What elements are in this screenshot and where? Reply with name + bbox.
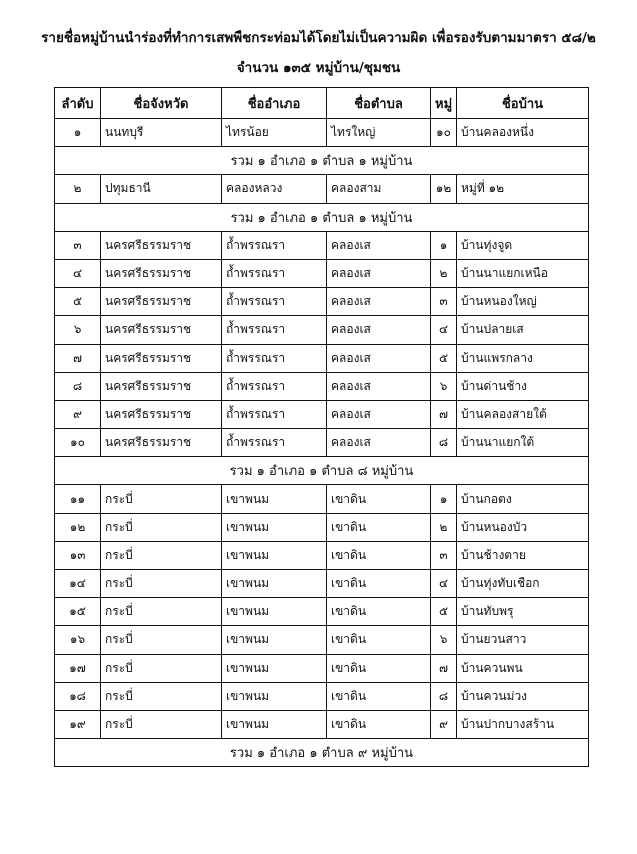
cell-village: หมู่ที่ ๑๒ (457, 175, 589, 203)
cell-subdistrict: คลองเส (327, 288, 431, 316)
table-row (55, 400, 589, 428)
cell-order: ๑๔ (55, 570, 101, 598)
cell-district: เขาพนม (222, 570, 327, 598)
summary-row (55, 147, 589, 175)
cell-province: นครศรีธรรมราช (101, 400, 222, 428)
cell-village: บ้านกอตง (457, 485, 589, 513)
cell-district: เขาพนม (222, 626, 327, 654)
cell-district: ถ้ำพรรณรา (222, 231, 327, 259)
cell-order: ๖ (55, 316, 101, 344)
header-subdistrict: ชื่อตำบล (327, 88, 431, 119)
cell-village: บ้านทุ่งจูด (457, 231, 589, 259)
cell-order: ๑๖ (55, 626, 101, 654)
cell-moo: ๔ (431, 316, 457, 344)
cell-district: ถ้ำพรรณรา (222, 344, 327, 372)
summary-row (55, 739, 589, 767)
summary-text: รวม ๑ อำเภอ ๑ ตำบล ๘ หมู่บ้าน (55, 457, 589, 485)
cell-province: กระบี่ (101, 682, 222, 710)
table-row (55, 344, 589, 372)
cell-district: เขาพนม (222, 541, 327, 569)
table-row (55, 598, 589, 626)
summary-row (55, 203, 589, 231)
cell-moo: ๓ (431, 288, 457, 316)
table-row (55, 259, 589, 287)
cell-order: ๕ (55, 288, 101, 316)
cell-village: บ้านนาแยกใต้ (457, 429, 589, 457)
cell-moo: ๙ (431, 710, 457, 738)
cell-moo: ๖ (431, 626, 457, 654)
cell-district: เขาพนม (222, 654, 327, 682)
cell-subdistrict: เขาดิน (327, 598, 431, 626)
cell-order: ๗ (55, 344, 101, 372)
cell-village: บ้านนาแยกเหนือ (457, 259, 589, 287)
cell-subdistrict: คลองเส (327, 344, 431, 372)
cell-subdistrict: เขาดิน (327, 710, 431, 738)
header-district: ชื่ออำเภอ (222, 88, 327, 119)
cell-subdistrict: เขาดิน (327, 541, 431, 569)
cell-province: กระบี่ (101, 541, 222, 569)
cell-subdistrict: คลองเส (327, 429, 431, 457)
cell-district: ถ้ำพรรณรา (222, 400, 327, 428)
cell-order: ๘ (55, 372, 101, 400)
cell-village: บ้านหนองใหญ่ (457, 288, 589, 316)
cell-village: บ้านแพรกลาง (457, 344, 589, 372)
cell-moo: ๕ (431, 344, 457, 372)
cell-district: เขาพนม (222, 710, 327, 738)
document-title: รายชื่อหมู่บ้านนำร่องที่ทำการเสพพืชกระท่อมได้โดยไม่เป็นความผิด เพื่อรองรับตามมาตรา ๕๘/๒ (41, 30, 596, 46)
cell-moo: ๓ (431, 541, 457, 569)
table-row (55, 570, 589, 598)
village-table (54, 87, 589, 767)
cell-district: ถ้ำพรรณรา (222, 372, 327, 400)
cell-subdistrict: เขาดิน (327, 570, 431, 598)
table-row (55, 541, 589, 569)
cell-subdistrict: คลองเส (327, 259, 431, 287)
cell-moo: ๗ (431, 654, 457, 682)
summary-text: รวม ๑ อำเภอ ๑ ตำบล ๑ หมู่บ้าน (55, 203, 589, 231)
cell-moo: ๗ (431, 400, 457, 428)
table-row (55, 288, 589, 316)
cell-order: ๑๒ (55, 513, 101, 541)
table-row (55, 316, 589, 344)
cell-village: บ้านปลายเส (457, 316, 589, 344)
table-row (55, 710, 589, 738)
cell-district: เขาพนม (222, 513, 327, 541)
cell-province: นครศรีธรรมราช (101, 344, 222, 372)
table-row (55, 682, 589, 710)
header-moo: หมู่ (431, 88, 457, 119)
cell-village: บ้านควนม่วง (457, 682, 589, 710)
cell-village: บ้านหนองบัว (457, 513, 589, 541)
cell-province: นครศรีธรรมราช (101, 372, 222, 400)
cell-subdistrict: ไทรใหญ่ (327, 119, 431, 147)
cell-order: ๓ (55, 231, 101, 259)
cell-moo: ๑๐ (431, 119, 457, 147)
cell-moo: ๒ (431, 513, 457, 541)
cell-district: เขาพนม (222, 598, 327, 626)
table-header-row (55, 88, 589, 119)
cell-moo: ๕ (431, 598, 457, 626)
cell-village: บ้านทุ่งทับเชือก (457, 570, 589, 598)
cell-order: ๒ (55, 175, 101, 203)
cell-moo: ๔ (431, 570, 457, 598)
cell-subdistrict: คลองเส (327, 316, 431, 344)
cell-order: ๑ (55, 119, 101, 147)
summary-text: รวม ๑ อำเภอ ๑ ตำบล ๑ หมู่บ้าน (55, 147, 589, 175)
cell-district: ไทรน้อย (222, 119, 327, 147)
table-row (55, 485, 589, 513)
cell-moo: ๘ (431, 682, 457, 710)
cell-district: ถ้ำพรรณรา (222, 288, 327, 316)
cell-subdistrict: คลองเส (327, 231, 431, 259)
cell-province: นครศรีธรรมราช (101, 259, 222, 287)
cell-province: กระบี่ (101, 570, 222, 598)
cell-subdistrict: เขาดิน (327, 626, 431, 654)
cell-subdistrict: คลองเส (327, 372, 431, 400)
table-row (55, 654, 589, 682)
cell-district: ถ้ำพรรณรา (222, 316, 327, 344)
cell-district: ถ้ำพรรณรา (222, 259, 327, 287)
cell-village: บ้านคลองหนึ่ง (457, 119, 589, 147)
cell-village: บ้านควนพน (457, 654, 589, 682)
cell-province: นครศรีธรรมราช (101, 231, 222, 259)
cell-moo: ๑ (431, 485, 457, 513)
cell-province: นนทบุรี (101, 119, 222, 147)
cell-village: บ้านด่านช้าง (457, 372, 589, 400)
cell-order: ๑๙ (55, 710, 101, 738)
cell-district: เขาพนม (222, 485, 327, 513)
table-row (55, 372, 589, 400)
table-row (55, 119, 589, 147)
cell-village: บ้านช้างตาย (457, 541, 589, 569)
cell-subdistrict: เขาดิน (327, 654, 431, 682)
cell-village: บ้านปากบางสร้าน (457, 710, 589, 738)
summary-text: รวม ๑ อำเภอ ๑ ตำบล ๙ หมู่บ้าน (55, 739, 589, 767)
cell-moo: ๒ (431, 259, 457, 287)
cell-order: ๔ (55, 259, 101, 287)
cell-province: ปทุมธานี (101, 175, 222, 203)
cell-subdistrict: เขาดิน (327, 513, 431, 541)
cell-province: กระบี่ (101, 626, 222, 654)
table-row (55, 175, 589, 203)
cell-subdistrict: คลองเส (327, 400, 431, 428)
cell-village: บ้านทับพรุ (457, 598, 589, 626)
cell-district: คลองหลวง (222, 175, 327, 203)
cell-subdistrict: เขาดิน (327, 485, 431, 513)
cell-moo: ๑ (431, 231, 457, 259)
table-row (55, 626, 589, 654)
cell-village: บ้านคลองสายใต้ (457, 400, 589, 428)
header-order: ลำดับ (55, 88, 101, 119)
cell-order: ๑๐ (55, 429, 101, 457)
cell-province: กระบี่ (101, 710, 222, 738)
table-row (55, 513, 589, 541)
cell-moo: ๘ (431, 429, 457, 457)
table-body (55, 119, 589, 767)
cell-moo: ๑๒ (431, 175, 457, 203)
header-village: ชื่อบ้าน (457, 88, 589, 119)
cell-province: นครศรีธรรมราช (101, 316, 222, 344)
table-row (55, 429, 589, 457)
cell-province: นครศรีธรรมราช (101, 288, 222, 316)
summary-row (55, 457, 589, 485)
cell-province: กระบี่ (101, 513, 222, 541)
cell-subdistrict: คลองสาม (327, 175, 431, 203)
cell-order: ๑๑ (55, 485, 101, 513)
cell-village: บ้านยวนสาว (457, 626, 589, 654)
header-province: ชื่อจังหวัด (101, 88, 222, 119)
cell-order: ๙ (55, 400, 101, 428)
cell-order: ๑๗ (55, 654, 101, 682)
document-subtitle: จำนวน ๑๓๕ หมู่บ้าน/ชุมชน (236, 60, 401, 76)
cell-moo: ๖ (431, 372, 457, 400)
cell-order: ๑๓ (55, 541, 101, 569)
table-row (55, 231, 589, 259)
cell-province: นครศรีธรรมราช (101, 429, 222, 457)
cell-district: เขาพนม (222, 682, 327, 710)
cell-district: ถ้ำพรรณรา (222, 429, 327, 457)
cell-order: ๑๘ (55, 682, 101, 710)
cell-province: กระบี่ (101, 654, 222, 682)
cell-subdistrict: เขาดิน (327, 682, 431, 710)
cell-province: กระบี่ (101, 598, 222, 626)
cell-order: ๑๕ (55, 598, 101, 626)
cell-province: กระบี่ (101, 485, 222, 513)
